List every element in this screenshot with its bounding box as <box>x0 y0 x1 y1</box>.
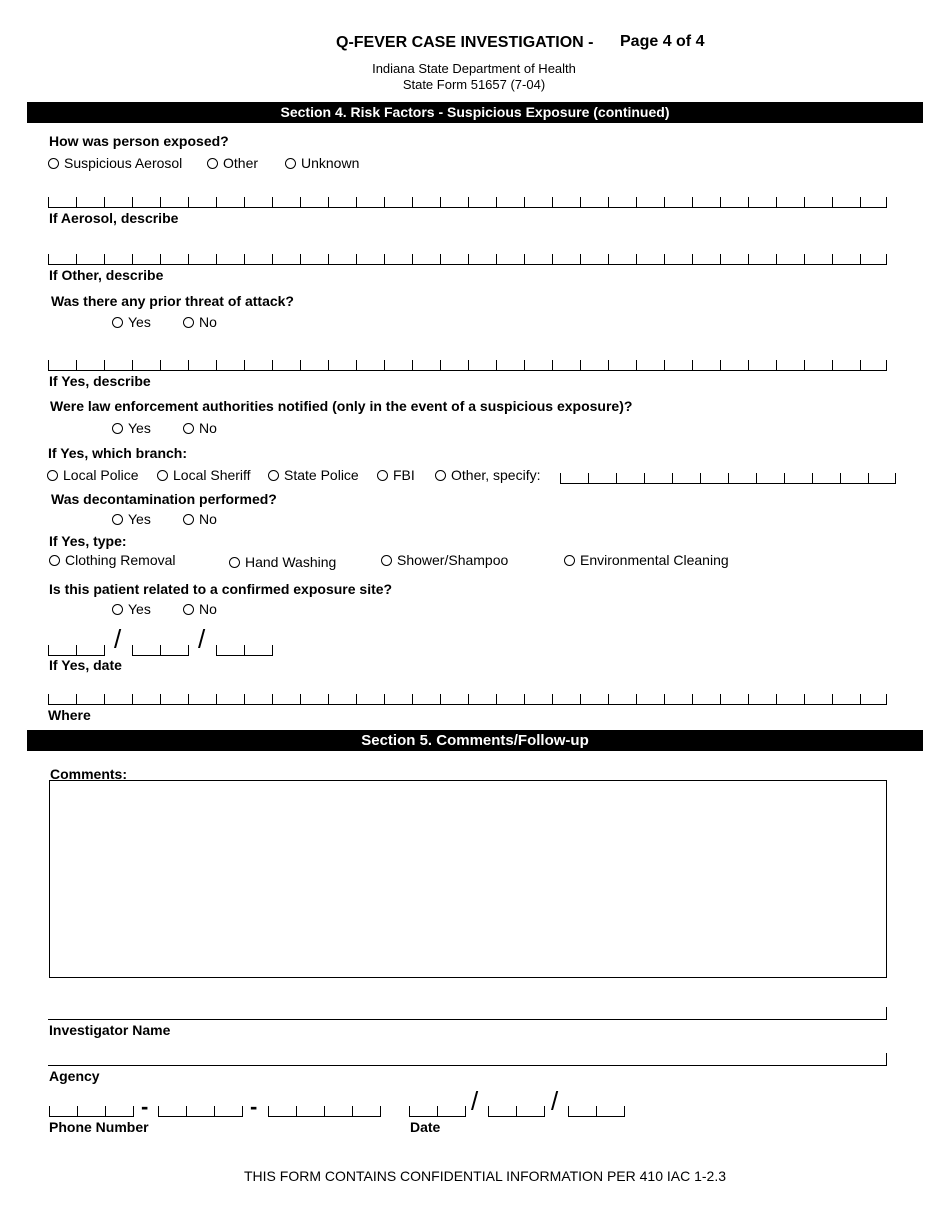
threat-question: Was there any prior threat of attack? <box>51 293 294 309</box>
radio-decon-no[interactable]: No <box>183 511 217 527</box>
exposure-location-label: Where <box>48 707 91 723</box>
radio-circle-icon <box>47 470 58 481</box>
radio-other-branch[interactable]: Other, specify: <box>435 467 540 483</box>
agency-label: Agency <box>49 1068 100 1084</box>
exposure-question: How was person exposed? <box>49 133 229 149</box>
date-separator: / <box>198 624 206 654</box>
date-label: Date <box>410 1119 441 1135</box>
radio-circle-icon <box>48 158 59 169</box>
phone-area-code[interactable] <box>49 1106 134 1117</box>
radio-clothing-removal[interactable]: Clothing Removal <box>49 552 176 568</box>
investigator-name-field[interactable] <box>48 1007 887 1020</box>
comments-textarea[interactable] <box>49 780 887 978</box>
radio-circle-icon <box>49 555 60 566</box>
radio-circle-icon <box>564 555 575 566</box>
radio-circle-icon <box>285 158 296 169</box>
agency-field[interactable] <box>48 1053 887 1066</box>
radio-local-sheriff[interactable]: Local Sheriff <box>157 467 251 483</box>
exposure-date-label: If Yes, date <box>49 657 122 673</box>
phone-separator: - <box>250 1094 258 1119</box>
branch-question: If Yes, which branch: <box>48 445 188 461</box>
page-indicator: Page 4 of 4 <box>620 33 705 50</box>
date-separator: / <box>471 1086 479 1116</box>
threat-description-field[interactable] <box>48 360 887 371</box>
phone-number-label: Phone Number <box>49 1119 149 1135</box>
form-number: State Form 51657 (7-04) <box>402 77 546 92</box>
exposure-date-month[interactable] <box>48 645 105 656</box>
radio-decon-yes[interactable]: Yes <box>112 511 151 527</box>
radio-circle-icon <box>157 470 168 481</box>
investigator-name-label: Investigator Name <box>49 1022 171 1038</box>
radio-local-police[interactable]: Local Police <box>47 467 139 483</box>
date-day[interactable] <box>488 1106 545 1117</box>
section-4-header: Section 4. Risk Factors - Suspicious Exposure (continued) <box>27 102 923 123</box>
department-name: Indiana State Department of Health <box>372 61 576 76</box>
radio-circle-icon <box>183 604 194 615</box>
radio-circle-icon <box>112 423 123 434</box>
radio-circle-icon <box>435 470 446 481</box>
confidentiality-notice: THIS FORM CONTAINS CONFIDENTIAL INFORMATION PER 410 IAC 1-2.3 <box>243 1168 727 1184</box>
radio-circle-icon <box>377 470 388 481</box>
phone-separator: - <box>141 1094 149 1119</box>
radio-fbi[interactable]: FBI <box>377 467 415 483</box>
radio-circle-icon <box>229 557 240 568</box>
aerosol-description-field[interactable] <box>48 197 887 208</box>
radio-hand-washing[interactable]: Hand Washing <box>229 554 336 570</box>
radio-other[interactable]: Other <box>207 155 258 171</box>
radio-law-no[interactable]: No <box>183 420 217 436</box>
law-enforcement-question: Were law enforcement authorities notified (only in the event of a suspicious exposure)? <box>50 398 633 414</box>
other-description-field[interactable] <box>48 254 887 265</box>
radio-circle-icon <box>268 470 279 481</box>
threat-description-label: If Yes, describe <box>49 373 151 389</box>
aerosol-description-label: If Aerosol, describe <box>49 210 179 226</box>
radio-state-police[interactable]: State Police <box>268 467 359 483</box>
date-year[interactable] <box>568 1106 625 1117</box>
exposure-location-field[interactable] <box>48 694 887 705</box>
radio-shower-shampoo[interactable]: Shower/Shampoo <box>381 552 508 568</box>
radio-circle-icon <box>112 514 123 525</box>
radio-suspicious-aerosol[interactable]: Suspicious Aerosol <box>48 155 182 171</box>
date-separator: / <box>114 624 122 654</box>
radio-site-yes[interactable]: Yes <box>112 601 151 617</box>
decon-type-question: If Yes, type: <box>49 533 127 549</box>
radio-threat-no[interactable]: No <box>183 314 217 330</box>
comments-label: Comments: <box>50 766 128 782</box>
radio-site-no[interactable]: No <box>183 601 217 617</box>
form-title: Q-FEVER CASE INVESTIGATION - <box>336 34 594 51</box>
other-branch-field[interactable] <box>560 473 896 484</box>
radio-circle-icon <box>112 604 123 615</box>
other-description-label: If Other, describe <box>49 267 164 283</box>
radio-threat-yes[interactable]: Yes <box>112 314 151 330</box>
radio-circle-icon <box>183 423 194 434</box>
exposure-date-day[interactable] <box>132 645 189 656</box>
radio-law-yes[interactable]: Yes <box>112 420 151 436</box>
radio-circle-icon <box>112 317 123 328</box>
radio-circle-icon <box>183 317 194 328</box>
radio-circle-icon <box>207 158 218 169</box>
radio-unknown[interactable]: Unknown <box>285 155 359 171</box>
section-5-header: Section 5. Comments/Follow-up <box>27 730 923 751</box>
radio-circle-icon <box>381 555 392 566</box>
phone-line-number[interactable] <box>268 1106 381 1117</box>
date-month[interactable] <box>409 1106 466 1117</box>
phone-prefix[interactable] <box>158 1106 243 1117</box>
radio-environmental-cleaning[interactable]: Environmental Cleaning <box>564 552 729 568</box>
exposure-date-year[interactable] <box>216 645 273 656</box>
date-separator: / <box>551 1086 559 1116</box>
radio-circle-icon <box>183 514 194 525</box>
exposure-site-question: Is this patient related to a confirmed exposure site? <box>49 581 393 597</box>
decontamination-question: Was decontamination performed? <box>51 491 277 507</box>
